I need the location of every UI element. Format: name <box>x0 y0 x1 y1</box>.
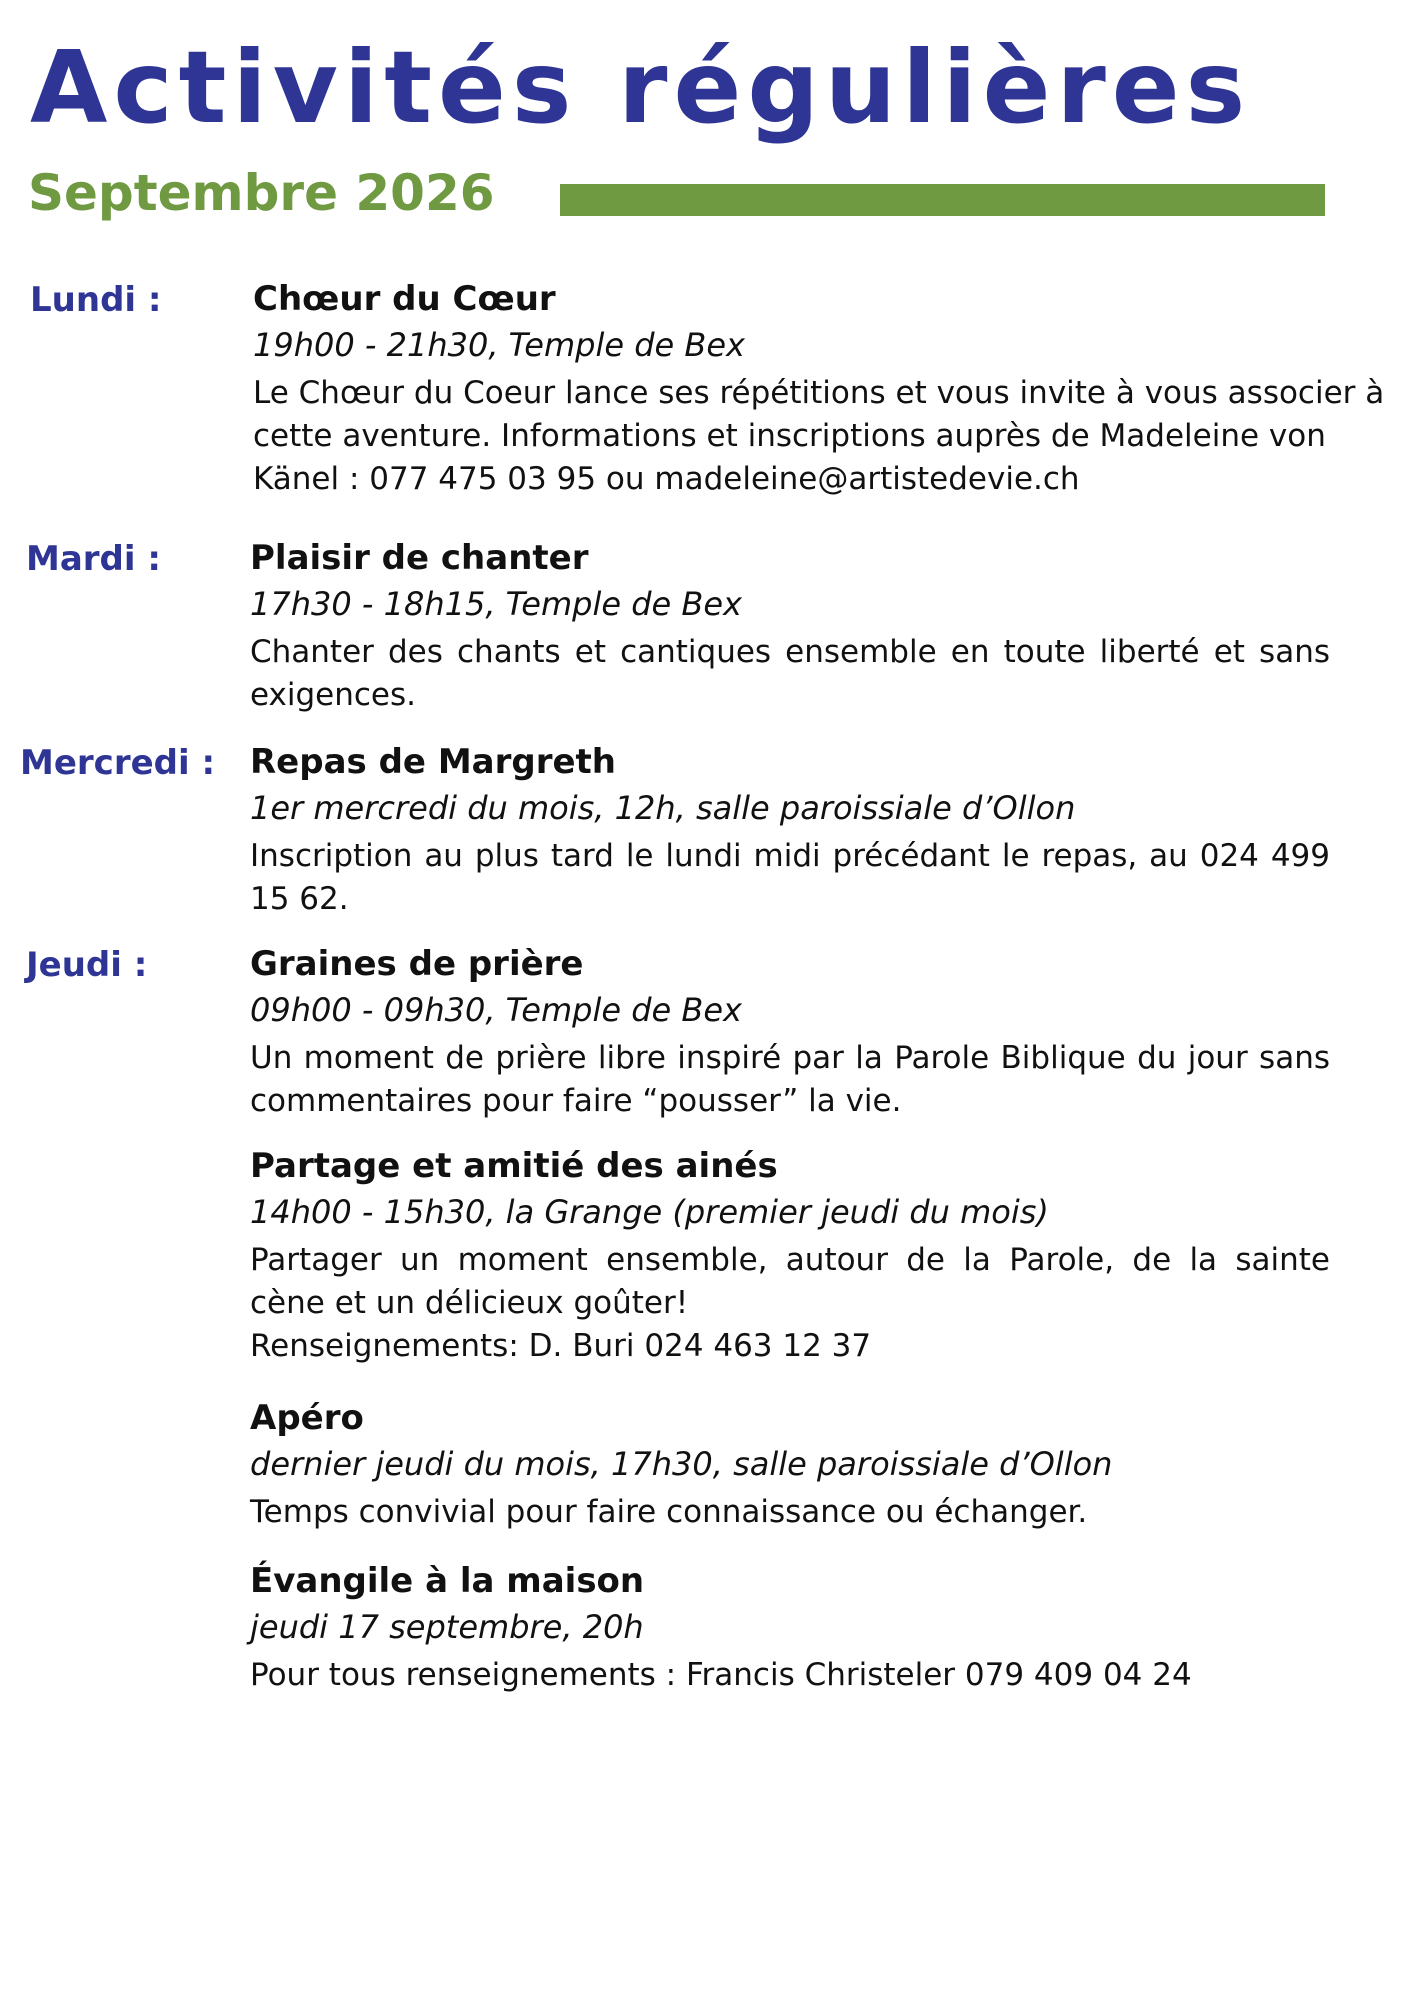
activity-plaisir <box>250 535 1330 717</box>
activity-title: Évangile à la maison <box>250 1561 645 1601</box>
activity-time: 1er mercredi du mois, 12h, salle paroissiale d’Ollon <box>250 789 1076 827</box>
activity-description: Temps convivial pour faire connaissance ou échanger. <box>250 1494 1088 1530</box>
activity-graines <box>250 941 1330 1123</box>
decorative-bar <box>560 184 1325 216</box>
activity-apero <box>250 1395 1330 1534</box>
activity-title: Graines de prière <box>250 944 584 984</box>
activity-choeur <box>253 276 1403 501</box>
activity-time: 17h30 - 18h15, Temple de Bex <box>250 585 742 623</box>
activity-description: Un moment de prière libre inspiré par la Parole Biblique du jour sans commentaires pour faire “pousser” la vie. <box>250 1040 1330 1119</box>
activity-title: Partage et amitié des ainés <box>250 1146 778 1186</box>
activity-description: Partager un moment ensemble, autour de la Parole, de la sainte cène et un délicieux goûter! <box>250 1242 1330 1321</box>
activity-description: Le Chœur du Coeur lance ses répétitions et vous invite à vous associer à cette aventure. Informations et inscriptions auprès de Madeleine von Känel : 077 475 03 95 ou madeleine@artistedevie.ch <box>253 375 1385 497</box>
activity-title: Repas de Margreth <box>250 742 616 782</box>
activity-title: Apéro <box>250 1398 364 1438</box>
day-label-mercredi: Mercredi : <box>20 743 216 783</box>
activity-time: 14h00 - 15h30, la Grange (premier jeudi du mois) <box>250 1193 1049 1231</box>
activity-time: jeudi 17 septembre, 20h <box>250 1608 644 1646</box>
activity-description: Pour tous renseignements : Francis Christeler 079 409 04 24 <box>250 1657 1192 1693</box>
activity-time: dernier jeudi du mois, 17h30, salle paroissiale d’Ollon <box>250 1445 1113 1483</box>
page-subtitle: Septembre 2026 <box>28 164 495 222</box>
activity-title: Chœur du Cœur <box>253 279 556 319</box>
activity-description: Inscription au plus tard le lundi midi précédant le repas, au 024 499 15 62. <box>250 838 1330 917</box>
day-label-jeudi: Jeudi : <box>26 945 148 985</box>
activity-contact: Renseignements: D. Buri 024 463 12 37 <box>250 1328 872 1364</box>
day-label-mardi: Mardi : <box>26 539 161 579</box>
activity-repas <box>250 739 1330 921</box>
activity-description: Chanter des chants et cantiques ensemble en toute liberté et sans exigences. <box>250 634 1330 713</box>
activity-time: 19h00 - 21h30, Temple de Bex <box>253 326 745 364</box>
activity-title: Plaisir de chanter <box>250 538 589 578</box>
day-label-lundi: Lundi : <box>30 280 162 320</box>
activity-evangile <box>250 1558 1330 1697</box>
page-title: Activités régulières <box>30 29 1252 146</box>
activity-partage <box>250 1143 1330 1368</box>
activity-time: 09h00 - 09h30, Temple de Bex <box>250 991 742 1029</box>
